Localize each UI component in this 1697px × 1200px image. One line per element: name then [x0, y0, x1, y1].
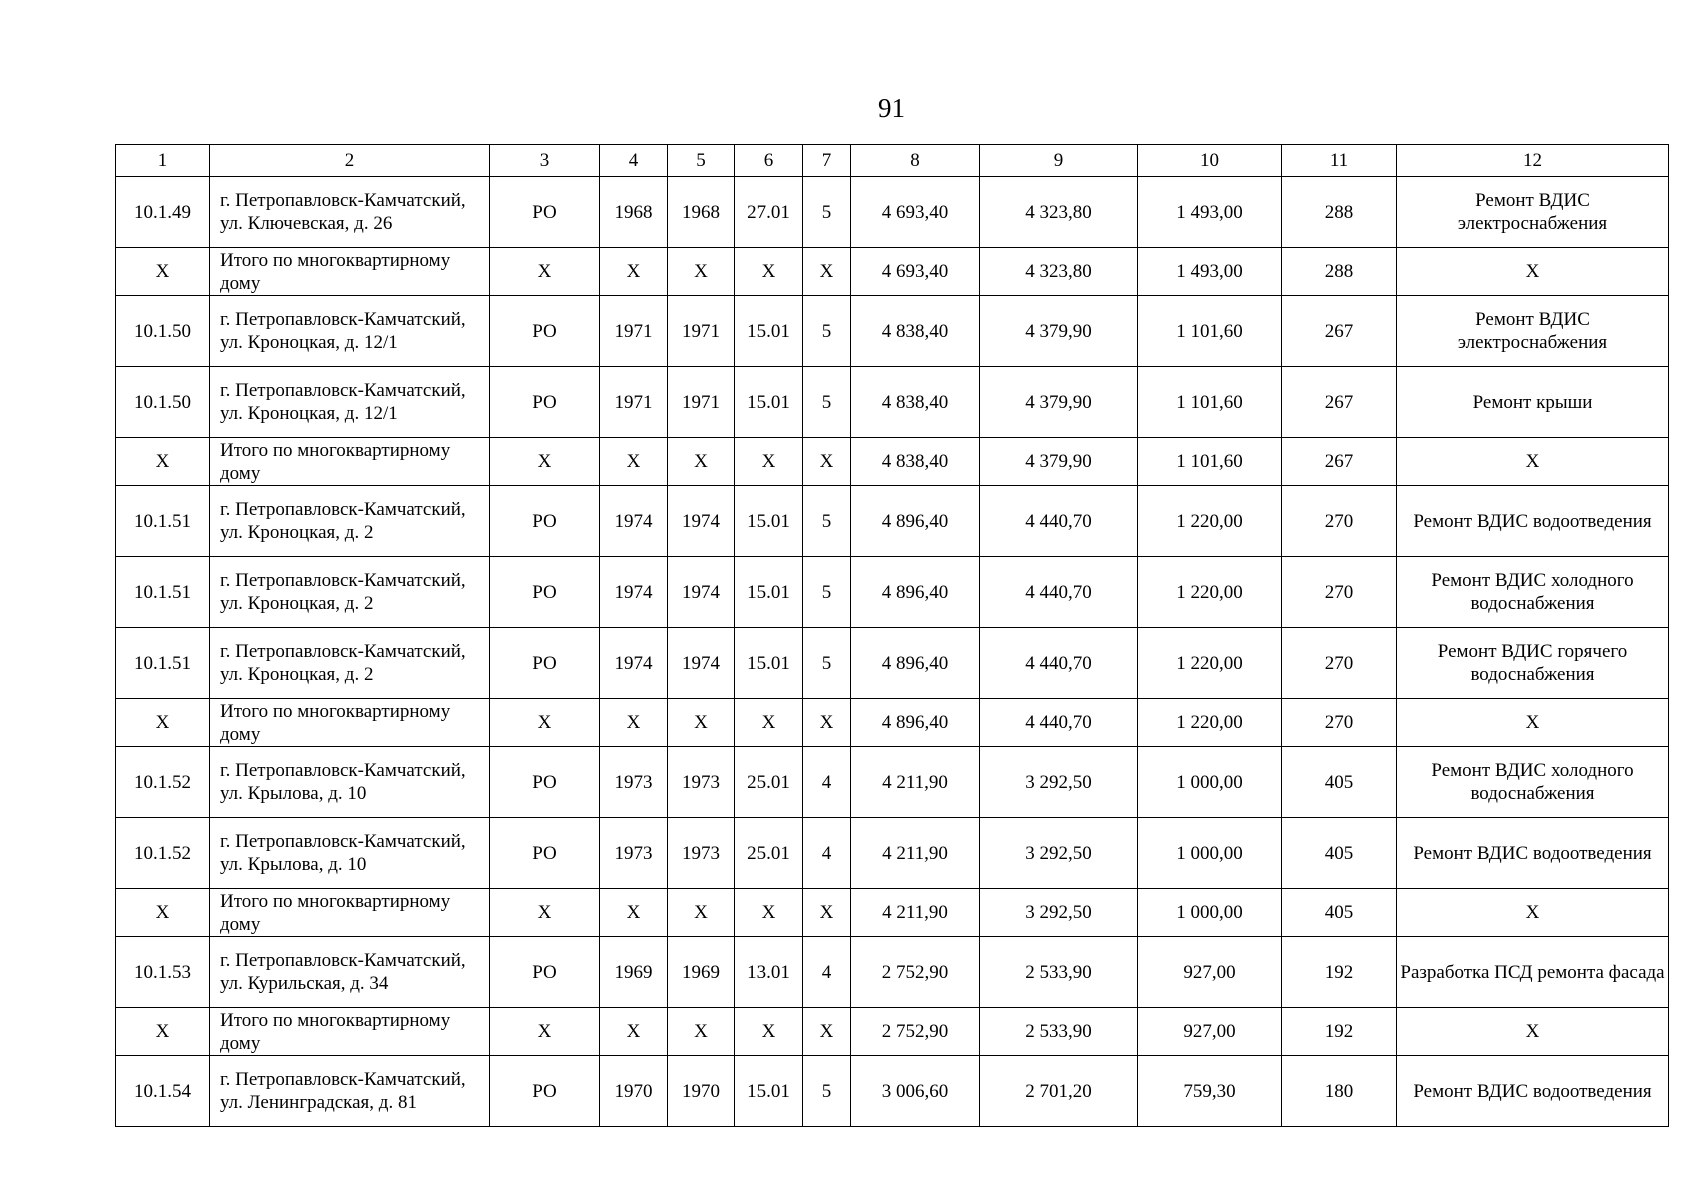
cell-floors: 4	[803, 937, 851, 1008]
cell-owner-type: РО	[490, 177, 600, 248]
cell-address: г. Петропавловск-Камчатский, ул. Кроноцкая, д. 12/1	[210, 296, 490, 367]
table-row	[116, 486, 1669, 557]
cell-address: г. Петропавловск-Камчатский, ул. Кроноцкая, д. 2	[210, 557, 490, 628]
cell-address: Итого по многоквартирному дому	[210, 889, 490, 937]
cell-total-area: 4 896,40	[851, 699, 980, 747]
cell-work-type: Разработка ПСД ремонта фасада	[1397, 937, 1669, 1008]
cell-residents-count: 180	[1282, 1056, 1397, 1127]
cell-work-type: Х	[1397, 248, 1669, 296]
cell-total-area: 4 896,40	[851, 486, 980, 557]
cell-owner-type: РО	[490, 367, 600, 438]
page-number: 91	[878, 93, 905, 123]
cell-residential-area: 4 379,90	[980, 296, 1138, 367]
column-header-10: 10	[1138, 145, 1282, 177]
cell-non-residential-area: 1 000,00	[1138, 889, 1282, 937]
cell-floors: 5	[803, 557, 851, 628]
cell-owner-type: РО	[490, 296, 600, 367]
cell-floors: 4	[803, 818, 851, 889]
cell-item-number: 10.1.52	[116, 747, 210, 818]
cell-year-built: Х	[600, 248, 668, 296]
cell-work-type: Ремонт ВДИС горячего водоснабжения	[1397, 628, 1669, 699]
header-row	[116, 145, 1669, 177]
cell-residential-area: 4 440,70	[980, 699, 1138, 747]
cell-address: Итого по многоквартирному дому	[210, 438, 490, 486]
cell-non-residential-area: 1 220,00	[1138, 557, 1282, 628]
cell-item-number: Х	[116, 699, 210, 747]
column-header-6: 6	[735, 145, 803, 177]
cell-item-number: Х	[116, 438, 210, 486]
column-header-9: 9	[980, 145, 1138, 177]
column-header-11: 11	[1282, 145, 1397, 177]
cell-year-commissioned: 1970	[668, 1056, 735, 1127]
cell-residential-area: 2 701,20	[980, 1056, 1138, 1127]
cell-owner-type: Х	[490, 699, 600, 747]
cell-seismic-code: Х	[735, 438, 803, 486]
table-row	[116, 557, 1669, 628]
cell-item-number: 10.1.51	[116, 628, 210, 699]
cell-address: Итого по многоквартирному дому	[210, 248, 490, 296]
table-row	[116, 296, 1669, 367]
cell-residents-count: 405	[1282, 747, 1397, 818]
cell-year-commissioned: Х	[668, 699, 735, 747]
cell-address: г. Петропавловск-Камчатский, ул. Кроноцкая, д. 2	[210, 486, 490, 557]
cell-residents-count: 270	[1282, 628, 1397, 699]
cell-owner-type: РО	[490, 628, 600, 699]
cell-year-built: Х	[600, 1008, 668, 1056]
cell-total-area: 4 838,40	[851, 296, 980, 367]
cell-non-residential-area: 1 101,60	[1138, 296, 1282, 367]
cell-seismic-code: 15.01	[735, 296, 803, 367]
cell-year-built: Х	[600, 438, 668, 486]
cell-residential-area: 4 323,80	[980, 177, 1138, 248]
cell-owner-type: РО	[490, 1056, 600, 1127]
cell-address: г. Петропавловск-Камчатский, ул. Кроноцкая, д. 2	[210, 628, 490, 699]
cell-address: Итого по многоквартирному дому	[210, 1008, 490, 1056]
cell-residential-area: 2 533,90	[980, 1008, 1138, 1056]
cell-non-residential-area: 1 000,00	[1138, 818, 1282, 889]
cell-non-residential-area: 1 000,00	[1138, 747, 1282, 818]
cell-year-commissioned: Х	[668, 1008, 735, 1056]
cell-year-commissioned: 1971	[668, 367, 735, 438]
cell-residents-count: 192	[1282, 1008, 1397, 1056]
cell-work-type: Х	[1397, 699, 1669, 747]
cell-year-built: 1969	[600, 937, 668, 1008]
cell-address: г. Петропавловск-Камчатский, ул. Ключевская, д. 26	[210, 177, 490, 248]
table-row	[116, 177, 1669, 248]
column-header-8: 8	[851, 145, 980, 177]
cell-residents-count: 267	[1282, 438, 1397, 486]
cell-year-commissioned: 1969	[668, 937, 735, 1008]
table-row	[116, 1056, 1669, 1127]
cell-residents-count: 192	[1282, 937, 1397, 1008]
cell-floors: 4	[803, 747, 851, 818]
cell-residents-count: 270	[1282, 486, 1397, 557]
column-header-3: 3	[490, 145, 600, 177]
table-row	[116, 367, 1669, 438]
cell-seismic-code: 25.01	[735, 818, 803, 889]
cell-total-area: 4 693,40	[851, 177, 980, 248]
cell-work-type: Ремонт крыши	[1397, 367, 1669, 438]
cell-year-commissioned: Х	[668, 889, 735, 937]
cell-seismic-code: 15.01	[735, 557, 803, 628]
cell-total-area: 4 838,40	[851, 367, 980, 438]
cell-address: г. Петропавловск-Камчатский, ул. Крылова, д. 10	[210, 818, 490, 889]
cell-item-number: 10.1.54	[116, 1056, 210, 1127]
cell-seismic-code: 15.01	[735, 367, 803, 438]
cell-work-type: Ремонт ВДИС холодного водоснабжения	[1397, 747, 1669, 818]
cell-non-residential-area: 927,00	[1138, 937, 1282, 1008]
cell-owner-type: Х	[490, 248, 600, 296]
cell-year-built: Х	[600, 889, 668, 937]
cell-residents-count: 405	[1282, 818, 1397, 889]
cell-address: г. Петропавловск-Камчатский, ул. Курильская, д. 34	[210, 937, 490, 1008]
cell-floors: Х	[803, 248, 851, 296]
cell-non-residential-area: 759,30	[1138, 1056, 1282, 1127]
cell-seismic-code: 27.01	[735, 177, 803, 248]
cell-non-residential-area: 1 493,00	[1138, 177, 1282, 248]
cell-residents-count: 270	[1282, 557, 1397, 628]
cell-work-type: Ремонт ВДИС холодного водоснабжения	[1397, 557, 1669, 628]
cell-address: г. Петропавловск-Камчатский, ул. Кроноцкая, д. 12/1	[210, 367, 490, 438]
cell-year-commissioned: 1968	[668, 177, 735, 248]
cell-total-area: 2 752,90	[851, 1008, 980, 1056]
cell-floors: 5	[803, 177, 851, 248]
cell-year-commissioned: Х	[668, 438, 735, 486]
cell-seismic-code: 13.01	[735, 937, 803, 1008]
cell-year-commissioned: 1974	[668, 486, 735, 557]
cell-total-area: 4 896,40	[851, 557, 980, 628]
cell-total-area: 2 752,90	[851, 937, 980, 1008]
cell-year-built: 1973	[600, 818, 668, 889]
table-header	[116, 145, 1669, 177]
cell-non-residential-area: 1 220,00	[1138, 699, 1282, 747]
column-header-7: 7	[803, 145, 851, 177]
cell-item-number: 10.1.50	[116, 296, 210, 367]
cell-floors: Х	[803, 438, 851, 486]
table-body	[116, 177, 1669, 1127]
cell-owner-type: РО	[490, 557, 600, 628]
cell-floors: 5	[803, 296, 851, 367]
cell-non-residential-area: 1 493,00	[1138, 248, 1282, 296]
cell-seismic-code: Х	[735, 248, 803, 296]
cell-seismic-code: 15.01	[735, 486, 803, 557]
cell-residents-count: 405	[1282, 889, 1397, 937]
column-header-12: 12	[1397, 145, 1669, 177]
cell-total-area: 4 896,40	[851, 628, 980, 699]
cell-seismic-code: Х	[735, 1008, 803, 1056]
cell-item-number: 10.1.51	[116, 557, 210, 628]
cell-year-commissioned: 1971	[668, 296, 735, 367]
cell-floors: Х	[803, 889, 851, 937]
cell-residential-area: 4 323,80	[980, 248, 1138, 296]
cell-residential-area: 2 533,90	[980, 937, 1138, 1008]
cell-address: г. Петропавловск-Камчатский, ул. Крылова, д. 10	[210, 747, 490, 818]
cell-address: Итого по многоквартирному дому	[210, 699, 490, 747]
column-header-1: 1	[116, 145, 210, 177]
cell-year-commissioned: 1974	[668, 557, 735, 628]
cell-residential-area: 4 379,90	[980, 438, 1138, 486]
cell-residents-count: 288	[1282, 248, 1397, 296]
cell-non-residential-area: 1 220,00	[1138, 486, 1282, 557]
cell-owner-type: РО	[490, 937, 600, 1008]
cell-item-number: Х	[116, 1008, 210, 1056]
cell-work-type: Ремонт ВДИС водоотведения	[1397, 818, 1669, 889]
cell-non-residential-area: 1 101,60	[1138, 438, 1282, 486]
cell-total-area: 4 211,90	[851, 889, 980, 937]
cell-year-built: 1971	[600, 367, 668, 438]
cell-item-number: Х	[116, 889, 210, 937]
cell-residents-count: 267	[1282, 367, 1397, 438]
table-row	[116, 747, 1669, 818]
cell-year-built: 1973	[600, 747, 668, 818]
cell-residential-area: 4 440,70	[980, 628, 1138, 699]
cell-item-number: 10.1.50	[116, 367, 210, 438]
total-row	[116, 1008, 1669, 1056]
cell-non-residential-area: 1 220,00	[1138, 628, 1282, 699]
cell-year-built: 1974	[600, 486, 668, 557]
cell-residential-area: 4 379,90	[980, 367, 1138, 438]
column-header-4: 4	[600, 145, 668, 177]
total-row	[116, 699, 1669, 747]
cell-year-commissioned: 1974	[668, 628, 735, 699]
cell-residential-area: 4 440,70	[980, 557, 1138, 628]
cell-residential-area: 3 292,50	[980, 818, 1138, 889]
data-table	[115, 144, 1669, 1127]
cell-owner-type: Х	[490, 1008, 600, 1056]
cell-seismic-code: 15.01	[735, 628, 803, 699]
cell-total-area: 4 838,40	[851, 438, 980, 486]
cell-year-built: 1971	[600, 296, 668, 367]
cell-work-type: Ремонт ВДИС электроснабжения	[1397, 296, 1669, 367]
table-row	[116, 628, 1669, 699]
cell-address: г. Петропавловск-Камчатский, ул. Ленинградская, д. 81	[210, 1056, 490, 1127]
cell-item-number: 10.1.49	[116, 177, 210, 248]
total-row	[116, 438, 1669, 486]
cell-year-built: 1970	[600, 1056, 668, 1127]
cell-owner-type: Х	[490, 889, 600, 937]
cell-year-built: 1974	[600, 628, 668, 699]
cell-year-commissioned: Х	[668, 248, 735, 296]
cell-floors: 5	[803, 486, 851, 557]
cell-seismic-code: Х	[735, 889, 803, 937]
cell-year-built: 1974	[600, 557, 668, 628]
cell-floors: 5	[803, 1056, 851, 1127]
cell-total-area: 4 211,90	[851, 818, 980, 889]
cell-work-type: Ремонт ВДИС водоотведения	[1397, 1056, 1669, 1127]
cell-floors: 5	[803, 628, 851, 699]
cell-residents-count: 267	[1282, 296, 1397, 367]
cell-residential-area: 3 292,50	[980, 889, 1138, 937]
cell-non-residential-area: 927,00	[1138, 1008, 1282, 1056]
column-header-2: 2	[210, 145, 490, 177]
cell-owner-type: РО	[490, 747, 600, 818]
cell-total-area: 4 211,90	[851, 747, 980, 818]
table-row	[116, 937, 1669, 1008]
cell-floors: 5	[803, 367, 851, 438]
cell-floors: Х	[803, 699, 851, 747]
cell-owner-type: РО	[490, 818, 600, 889]
cell-item-number: 10.1.52	[116, 818, 210, 889]
cell-seismic-code: Х	[735, 699, 803, 747]
total-row	[116, 889, 1669, 937]
cell-year-built: 1968	[600, 177, 668, 248]
cell-work-type: Ремонт ВДИС электроснабжения	[1397, 177, 1669, 248]
cell-residential-area: 4 440,70	[980, 486, 1138, 557]
cell-residential-area: 3 292,50	[980, 747, 1138, 818]
cell-item-number: Х	[116, 248, 210, 296]
cell-work-type: Х	[1397, 438, 1669, 486]
cell-owner-type: РО	[490, 486, 600, 557]
cell-work-type: Х	[1397, 1008, 1669, 1056]
cell-item-number: 10.1.53	[116, 937, 210, 1008]
cell-seismic-code: 25.01	[735, 747, 803, 818]
cell-residents-count: 288	[1282, 177, 1397, 248]
cell-work-type: Ремонт ВДИС водоотведения	[1397, 486, 1669, 557]
cell-residents-count: 270	[1282, 699, 1397, 747]
total-row	[116, 248, 1669, 296]
cell-total-area: 3 006,60	[851, 1056, 980, 1127]
cell-work-type: Х	[1397, 889, 1669, 937]
cell-floors: Х	[803, 1008, 851, 1056]
cell-year-built: Х	[600, 699, 668, 747]
cell-owner-type: Х	[490, 438, 600, 486]
cell-year-commissioned: 1973	[668, 747, 735, 818]
column-header-5: 5	[668, 145, 735, 177]
cell-seismic-code: 15.01	[735, 1056, 803, 1127]
cell-year-commissioned: 1973	[668, 818, 735, 889]
cell-total-area: 4 693,40	[851, 248, 980, 296]
table-row	[116, 818, 1669, 889]
cell-non-residential-area: 1 101,60	[1138, 367, 1282, 438]
cell-item-number: 10.1.51	[116, 486, 210, 557]
